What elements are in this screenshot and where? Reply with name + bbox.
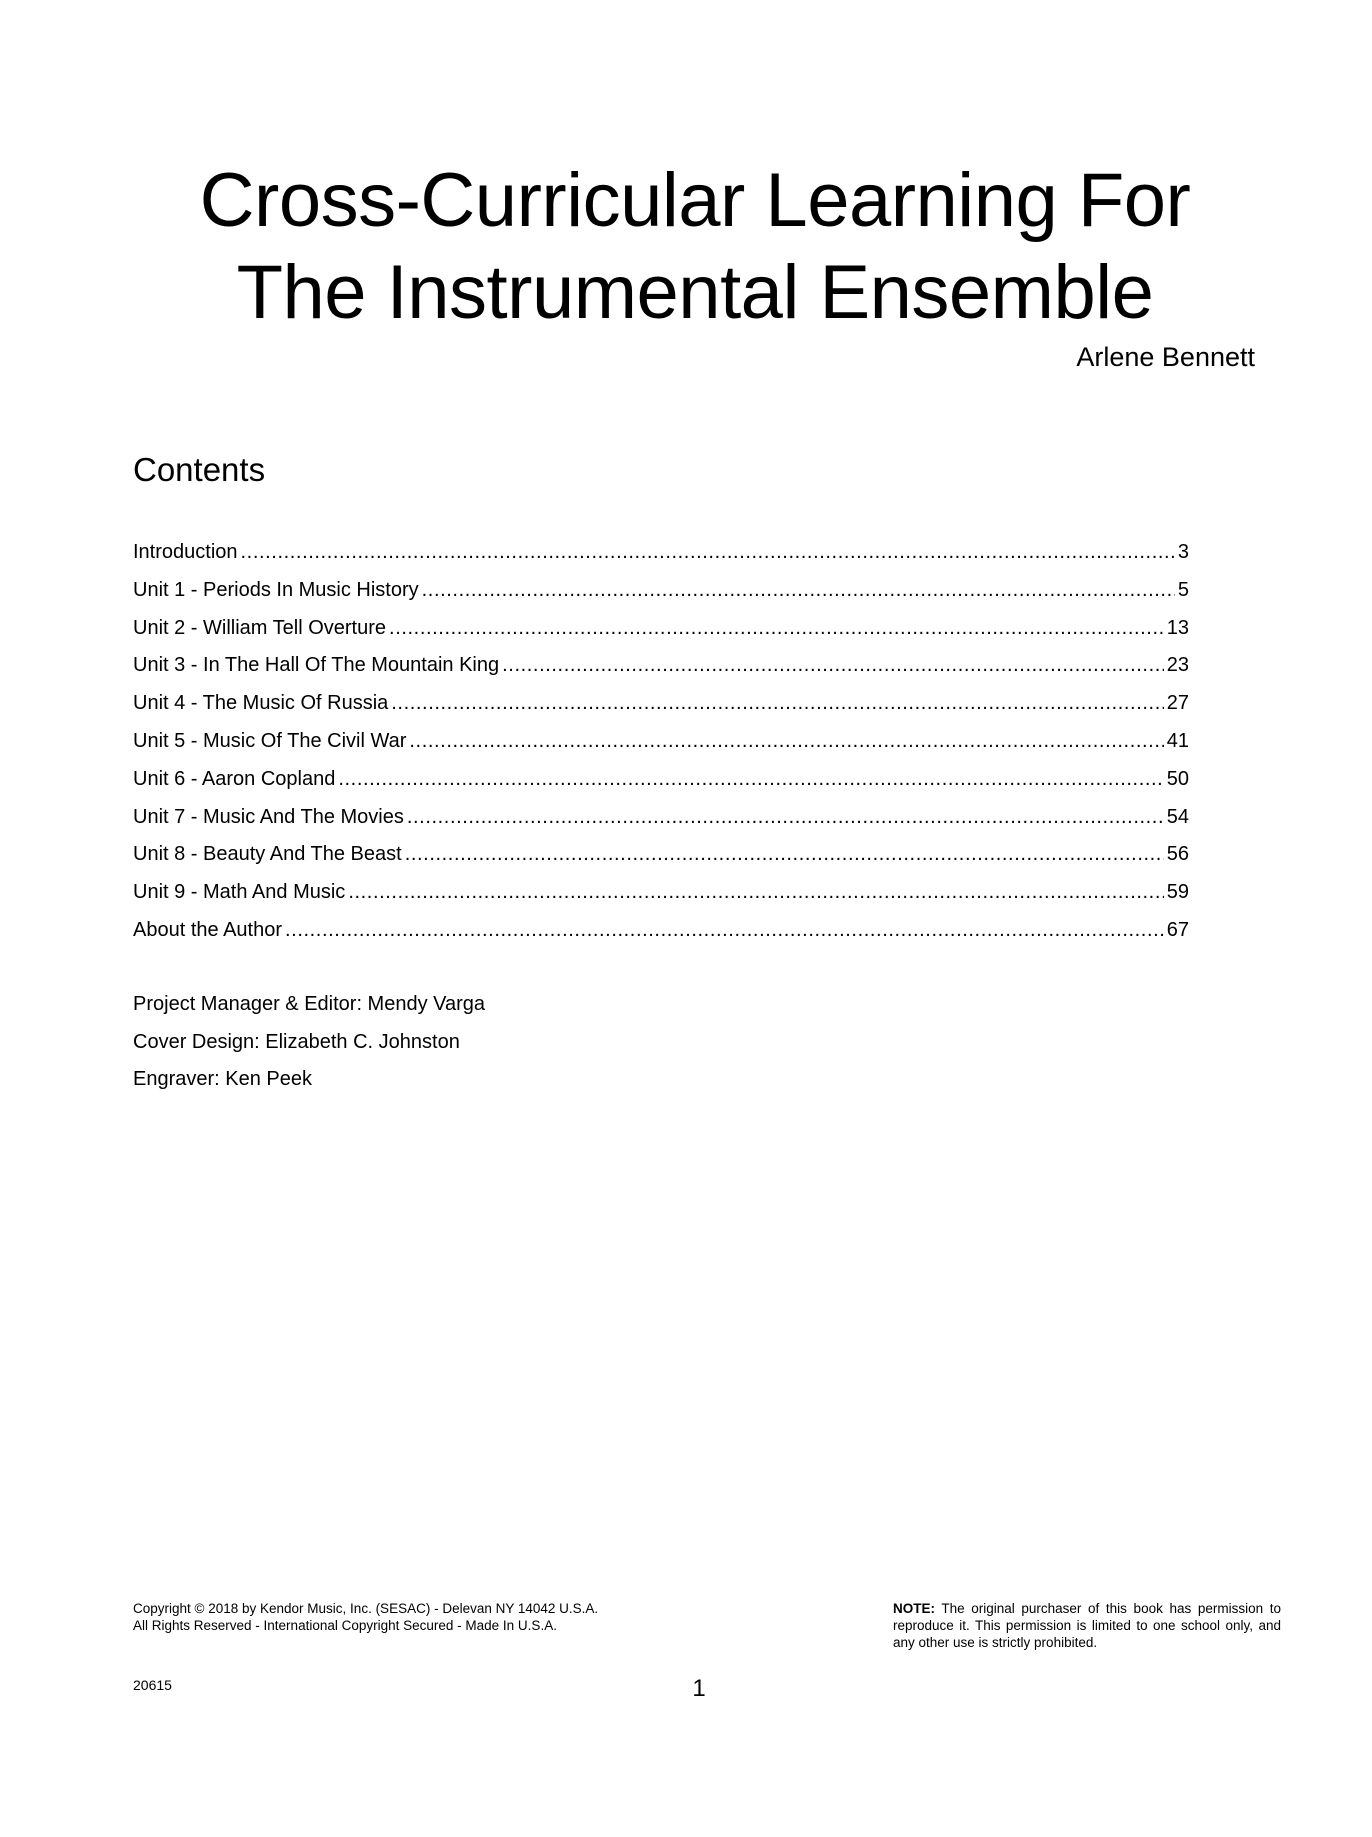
dot-leader <box>391 689 1163 717</box>
book-title-line-2: The Instrumental Ensemble <box>236 250 1154 335</box>
toc-entry-unit-3 <box>133 651 1189 689</box>
reproduction-note <box>893 1600 1281 1651</box>
dot-leader <box>405 840 1164 868</box>
toc-entry-page: 3 <box>1177 541 1189 563</box>
page-number: 1 <box>692 1675 706 1702</box>
toc-entry-page: 50 <box>1166 767 1189 790</box>
toc-entry-introduction <box>133 538 1189 576</box>
catalog-number: 20615 <box>133 1677 172 1693</box>
dot-leader <box>348 878 1163 906</box>
dot-leader <box>502 651 1164 679</box>
toc-entry-title: Unit 4 - The Music Of Russia <box>133 692 389 715</box>
toc-entry-title: Unit 2 - William Tell Overture <box>133 616 387 639</box>
note-label: NOTE: <box>893 1601 935 1616</box>
toc-entry-page: 54 <box>1166 805 1189 828</box>
toc-entry-title: Unit 6 - Aaron Copland <box>133 767 336 790</box>
copyright-line-1: Copyright © 2018 by Kendor Music, Inc. (SESAC) - Delevan NY 14042 U.S.A. <box>133 1601 599 1616</box>
toc-entry-page: 5 <box>1177 578 1189 601</box>
dot-leader <box>422 576 1175 604</box>
toc-entry-title: Unit 3 - In The Hall Of The Mountain King <box>133 654 500 677</box>
credit-project-manager: Project Manager & Editor: Mendy Varga <box>133 993 486 1015</box>
credit-cover-design: Cover Design: Elizabeth C. Johnston <box>133 1030 460 1053</box>
dot-leader <box>407 803 1164 831</box>
copyright-notice <box>133 1600 598 1634</box>
toc-entry-page: 13 <box>1166 616 1189 639</box>
dot-leader <box>389 614 1164 642</box>
toc-entry-page: 56 <box>1166 843 1189 866</box>
toc-entry-about-author <box>133 916 1189 954</box>
toc-entry-unit-9 <box>133 878 1189 916</box>
toc-entry-unit-1 <box>133 576 1189 614</box>
toc-entry-page: 23 <box>1166 654 1189 677</box>
author-name: Arlene Bennett <box>1076 342 1255 372</box>
toc-entry-unit-8 <box>133 840 1189 878</box>
toc-entry-unit-7 <box>133 803 1189 841</box>
toc-entry-unit-4 <box>133 689 1189 727</box>
toc-entry-unit-2 <box>133 614 1189 652</box>
toc-entry-title: Unit 8 - Beauty And The Beast <box>133 843 402 866</box>
toc-entry-page: 41 <box>1166 729 1189 752</box>
dot-leader <box>241 538 1175 566</box>
toc-entry-page: 67 <box>1166 918 1189 941</box>
toc-entry-unit-6 <box>133 765 1189 803</box>
dot-leader <box>338 765 1163 793</box>
toc-entry-title: About the Author <box>133 918 283 941</box>
toc-entry-title: Unit 7 - Music And The Movies <box>133 805 404 828</box>
toc-entry-page: 27 <box>1166 692 1189 715</box>
copyright-line-2: All Rights Reserved - International Copyright Secured - Made In U.S.A. <box>133 1618 557 1633</box>
dot-leader <box>285 916 1164 944</box>
toc-entry-title: Unit 5 - Music Of The Civil War <box>133 729 407 752</box>
toc-entry-title: Unit 1 - Periods In Music History <box>133 578 419 601</box>
book-title-line-1: Cross-Curricular Learning For <box>199 158 1191 243</box>
toc-entry-page: 59 <box>1166 881 1189 904</box>
toc-entry-title: Unit 9 - Math And Music <box>133 881 346 904</box>
contents-heading: Contents <box>133 451 266 488</box>
dot-leader <box>409 727 1163 755</box>
toc-entry-title: Introduction <box>133 541 238 563</box>
note-text: The original purchaser of this book has permission to reproduce it. This permission is limited to one school only, and any other use is strictly prohibited. <box>893 1601 1281 1650</box>
credits-list <box>133 990 485 1103</box>
book-title <box>0 155 1372 339</box>
toc-entry-unit-5 <box>133 727 1189 765</box>
credit-engraver: Engraver: Ken Peek <box>133 1068 312 1090</box>
table-of-contents <box>133 538 1189 954</box>
